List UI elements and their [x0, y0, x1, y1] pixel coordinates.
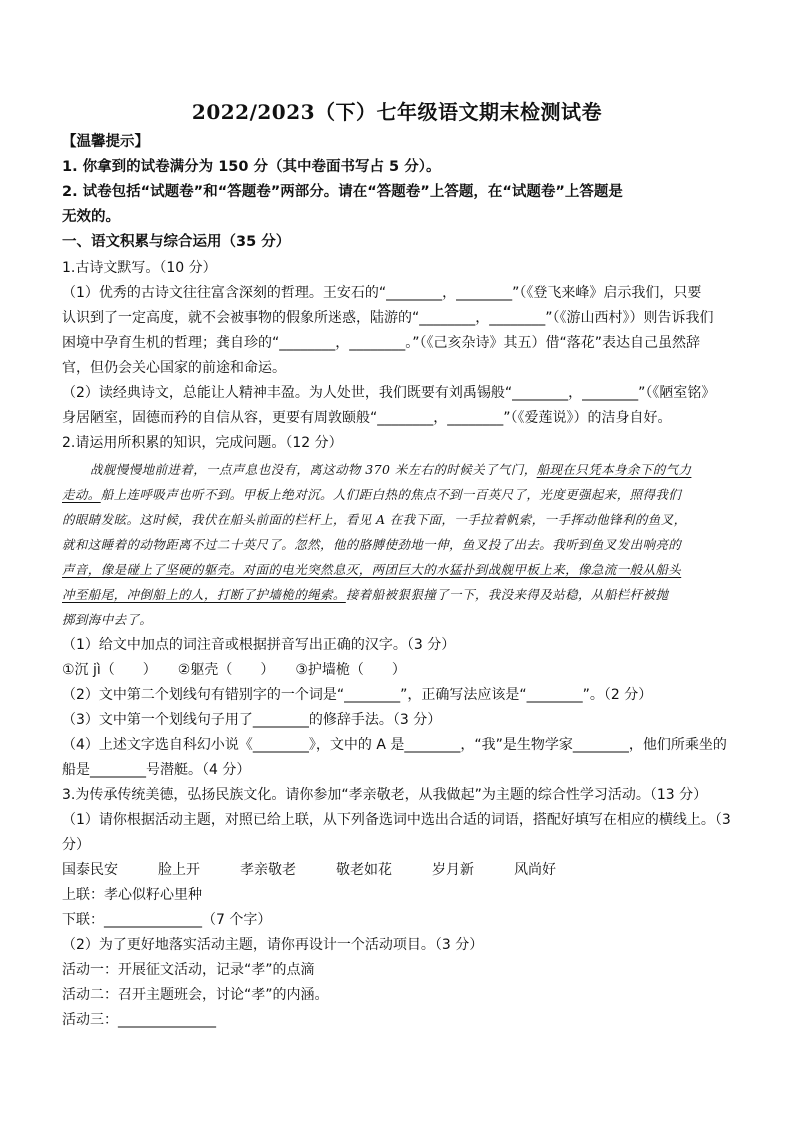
activity-item: 活动二：召开主题班会，讨论“孝”的内涵。 — [62, 987, 329, 1003]
page-title: 2022/2023（下）七年级语文期末检测试卷 — [191, 100, 603, 124]
sub-question: （3）文中第一个划线句子用了________的修辞手法。（3 分） — [62, 712, 442, 728]
tips-header: 【温馨提示】 — [62, 134, 149, 150]
passage-line: 就和这睡着的动物距离不过二十英尺了。忽然，他的胳膊使劲地一伸，鱼叉投了出去。我听到鱼叉发出响亮的 — [62, 537, 682, 552]
tip-item: 1. 你拿到的试卷满分为 150 分（其中卷面书写占 5 分）。 — [62, 159, 441, 175]
word-option: 国泰民安 — [62, 862, 118, 878]
question-text: 困境中孕育生机的哲理；龚自珍的“________，________。”（《己亥杂诗》其五）借“落花”表达自己虽然辞 — [62, 335, 701, 351]
sub-question: （2）文中第二个划线句有错别字的一个词是“________”，正确写法应该是“________”。（2 分） — [62, 687, 653, 703]
question-heading: 2.请运用所积累的知识，完成问题。（12 分） — [62, 435, 343, 451]
passage-text: 船上连呼吸声也听不到。甲板上绝对沉。人们距白热的焦点不到一百英尺了，光度更强起来，照得我们 — [100, 487, 682, 502]
question-text: 官，但仍会关心国家的前途和命运。 — [62, 360, 286, 376]
sub-question: 分） — [62, 837, 90, 853]
passage-line — [62, 486, 681, 504]
passage-line — [62, 586, 668, 604]
sub-question: （2）为了更好地落实活动主题，请你再设计一个活动项目。（3 分） — [62, 937, 484, 953]
question-heading: 3.为传承传统美德，弘扬民族文化。请你参加“孝亲敬老，从我做起”为主题的综合性学习活动。（13 分） — [62, 787, 708, 803]
sub-question: （4）上述文字选自科幻小说《________》，文中的 A 是________，“我”是生物学家________，他们所乘坐的 — [62, 737, 727, 753]
word-bank — [62, 861, 596, 879]
underlined-sentence-2-end: 冲至船尾，冲倒船上的人，打断了护墙桅的绳索。 — [62, 587, 346, 602]
word-option: 风尚好 — [514, 862, 556, 878]
activity-item: 活动三：______________ — [62, 1012, 216, 1028]
word-option: 脸上开 — [158, 862, 200, 878]
passage-text: 战舰慢慢地前进着，一点声息也没有，离这动物 370 米左右的时候关了气门， — [90, 462, 537, 477]
passage-line: 的眼睛发眩。这时候，我伏在船头前面的栏杆上，看见 A 在我下面，一手拉着帆索，一手挥动他锋利的鱼叉， — [62, 512, 687, 527]
question-text: （2）读经典诗文，总能让人精神丰盈。为人处世，我们既要有刘禹锡般“________，________”（《陋室铭》 — [62, 385, 716, 401]
sub-question: （1）请你根据活动主题，对照已给上联，从下列备选词中选出合适的词语，搭配好填写在相应的横线上。（3 — [62, 812, 731, 828]
passage-text: 接着船被狠狠撞了一下，我没来得及站稳，从船栏杆被抛 — [345, 587, 669, 602]
tip-item: 2. 试卷包括“试题卷”和“答题卷”两部分。请在“答题卷”上答题，在“试题卷”上答题是 — [62, 184, 623, 200]
question-heading: 1.古诗文默写。（10 分） — [62, 260, 217, 276]
question-text: 身居陋室，固德而矜的自信从容，更要有周敦颐般“________，________”（《爱莲说》）的洁身自好。 — [62, 410, 672, 426]
question-text: 认识到了一定高度，就不会被事物的假象所迷惑，陆游的“________，________”（《游山西村》）则告诉我们 — [62, 310, 714, 326]
underlined-sentence-2: 声音，像是碰上了坚硬的躯壳。对面的电光突然息灭，两团巨大的水猛扑到战舰甲板上来，像急流一般从船头 — [62, 562, 682, 577]
underlined-sentence-1: 船现在只凭本身余下的气力 — [536, 462, 692, 477]
couplet-lower: 下联：______________（7 个字） — [62, 912, 272, 928]
section-heading: 一、语文积累与综合运用（35 分） — [62, 234, 291, 250]
tip-item: 无效的。 — [62, 209, 120, 225]
sub-question: （1）给文中加点的词注音或根据拼音写出正确的汉字。（3 分） — [62, 637, 456, 653]
activity-item: 活动一：开展征文活动，记录“孝”的点滴 — [62, 962, 315, 978]
couplet-upper: 上联：孝心似籽心里种 — [62, 887, 202, 903]
sub-question: ①沉 jì（ ） ②躯壳（ ） ③护墙桅（ ） — [62, 662, 406, 678]
sub-question: 船是________号潜艇。（4 分） — [62, 762, 251, 778]
word-option: 敬老如花 — [336, 862, 392, 878]
underlined-sentence-1-end: 走动。 — [62, 487, 101, 502]
word-option: 孝亲敬老 — [240, 862, 296, 878]
question-text: （1）优秀的古诗文往往富含深刻的哲理。王安石的“________，________”（《登飞来峰》启示我们，只要 — [62, 285, 702, 301]
passage-line — [90, 461, 691, 479]
word-option: 岁月新 — [432, 862, 474, 878]
passage-line: 掷到海中去了。 — [62, 612, 153, 627]
